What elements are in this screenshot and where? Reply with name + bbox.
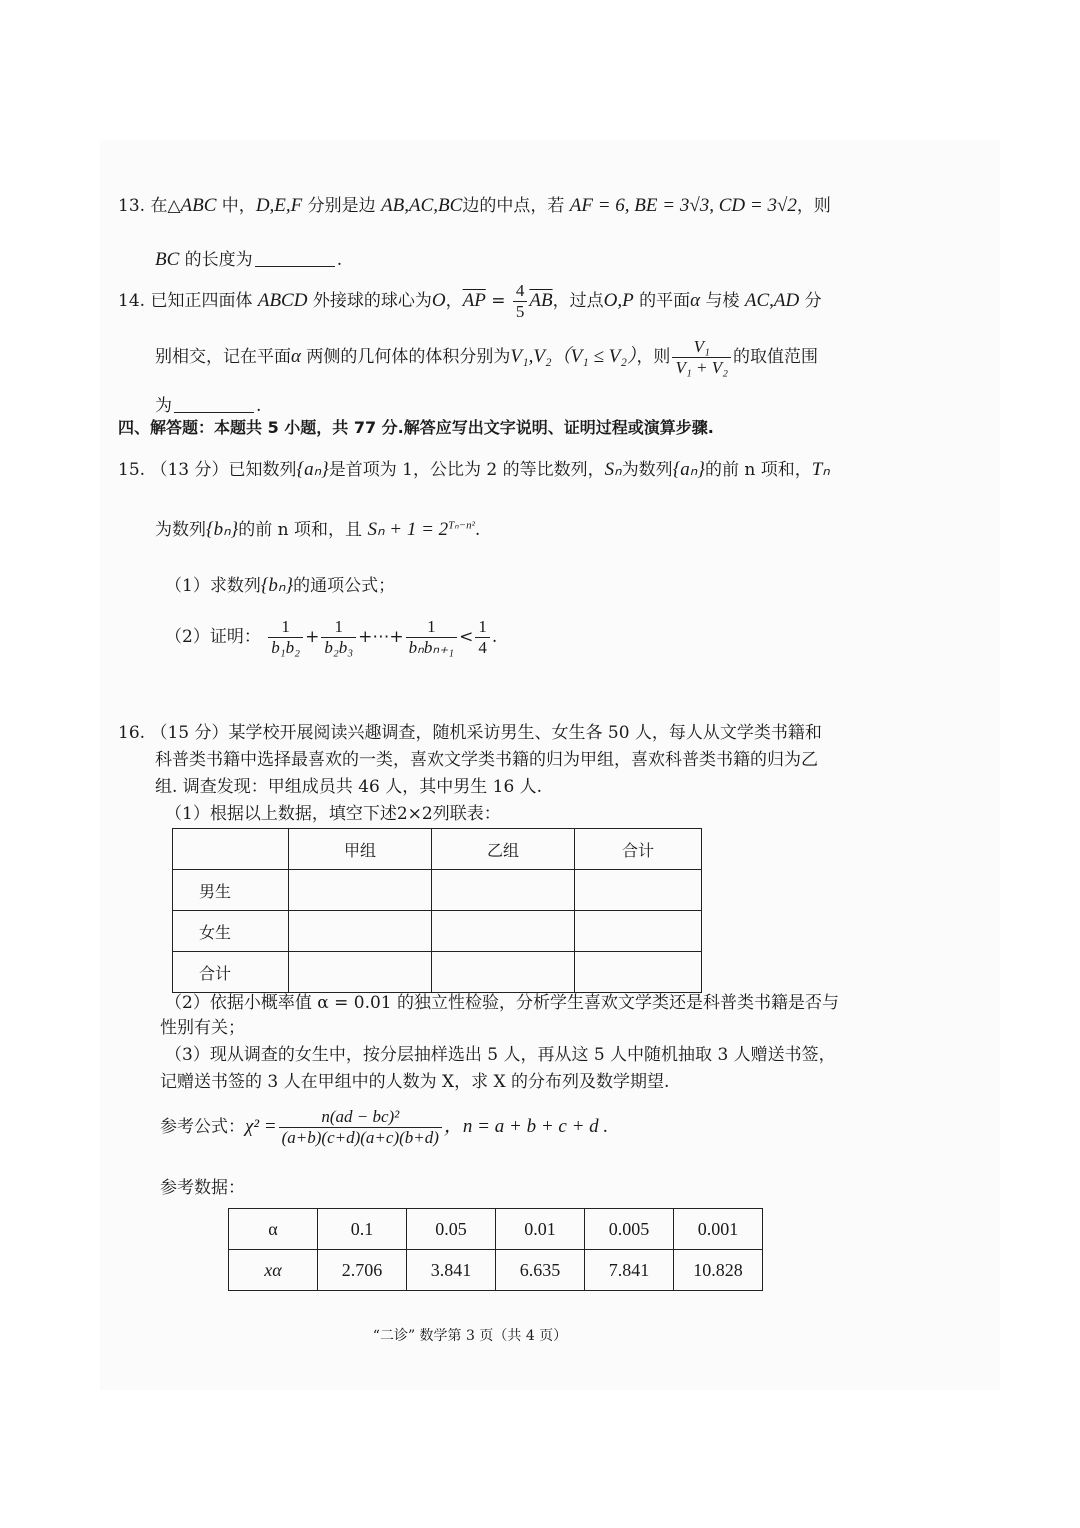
q14-math: α [690,290,701,312]
q13-text: 边的中点，若 [462,196,570,216]
q14-text: 为 [155,396,172,416]
question-15-line-2 [155,520,480,539]
chi-square: χ² = [245,1116,277,1138]
q15-math: Tₙ [811,459,830,480]
less-than: < [459,627,474,648]
row-label: xα [229,1250,318,1291]
table-cell[interactable] [432,952,575,993]
vector-ap: $\overline{AP}$ [462,290,486,312]
table-row [229,1250,763,1291]
row-label: 女生 [173,911,289,952]
fraction-term-1 [268,618,303,657]
denominator: (a+b)(c+d)(a+c)(b+d) [279,1127,442,1148]
q15-math: Sₙ [604,459,622,480]
reference-data-label: 参考数据： [160,1178,245,1198]
fraction-term-2 [321,618,356,657]
q13-text: 的长度为 [179,250,253,270]
numerator: 1 [478,617,487,636]
q14-text: 的平面 [633,291,691,312]
q15-text: 的前 n 项和，且 [238,520,368,540]
q13-math: ABC [180,195,217,216]
q14-math: AC,AD [744,290,800,312]
table-header [173,829,289,870]
formula-tail: ，n = a + b + c + d . [443,1116,609,1138]
q14-math: α [291,346,301,368]
table-cell: 0.001 [674,1209,763,1250]
q13-text: . [336,250,343,270]
question-16-part-2-line-2: 性别有关； [160,1018,245,1038]
denominator: 5 [513,301,528,322]
critical-value-table [228,1208,763,1291]
answer-blank[interactable] [255,250,335,267]
question-14-line-3 [155,396,261,415]
numerator: 4 [515,281,525,300]
table-row [173,870,702,911]
answer-blank[interactable] [174,396,254,413]
table-header-row [173,829,702,870]
question-16-part-2-line-1: （2）依据小概率值 α = 0.01 的独立性检验，分析学生喜欢文学类还是科普类书籍是否与 [165,993,840,1013]
q15-text: 的通项公式； [293,576,396,596]
table-cell[interactable] [575,952,702,993]
numerator: 1 [427,617,436,636]
fraction-4-5 [513,282,528,321]
denominator: V₁ + V₂ [672,357,731,378]
table-header: 合计 [575,829,702,870]
q14-text: 的取值范围 [733,347,818,368]
table-cell: 10.828 [674,1250,763,1291]
ellipsis: +⋯+ [358,627,404,648]
q14-text: 别相交，记在平面 [155,347,291,368]
table-row [173,911,702,952]
q13-math: AB,AC,BC [381,195,463,216]
q15-text: （1）求数列 [165,576,261,596]
q15-text: 15. （13 分）已知数列 [118,460,297,480]
question-13-line-2 [155,250,342,269]
table-cell[interactable] [289,952,432,993]
question-16-line-2: 科普类书籍中选择最喜欢的一类，喜欢文学类书籍的归为甲组，喜欢科普类书籍的归为乙 [155,750,818,770]
denominator: b₂b₃ [321,637,356,658]
reference-formula [160,1108,608,1147]
vector-ab: $\overline{AB}$ [529,290,553,312]
q13-text: 13. 在△ [118,196,181,216]
row-label: 合计 [173,952,289,993]
q15-text: . [474,520,481,540]
denominator: bₙbₙ₊₁ [406,637,457,658]
denominator: 4 [475,637,490,658]
q15-math: {bₙ} [206,519,239,540]
volume-ratio-fraction [672,338,731,377]
q14-math: O [431,290,446,312]
q14-text: ， [445,291,463,312]
table-cell[interactable] [432,870,575,911]
question-13-line-1 [118,196,831,215]
q13-text: 中， [216,196,256,216]
q15-math: {bₙ} [260,575,294,596]
table-cell[interactable] [575,911,702,952]
table-cell: 3.841 [407,1250,496,1291]
table-cell[interactable] [432,911,575,952]
table-row [173,952,702,993]
question-16-line-3: 组. 调查发现：甲组成员共 46 人，其中男生 16 人. [155,777,543,797]
q14-math: O,P [603,290,634,312]
q15-text: 的前 n 项和， [704,460,812,480]
q14-text: 分 [799,291,822,312]
q13-text: 分别是边 [302,196,382,216]
q14-condition: （V₁ ≤ V₂） [551,346,637,368]
question-15-part-1 [165,576,395,595]
table-cell: 0.1 [318,1209,407,1250]
question-16-part-3-line-2: 记赠送书签的 3 人在甲组中的人数为 X，求 X 的分布列及数学期望. [160,1072,670,1092]
table-cell: 0.005 [585,1209,674,1250]
table-cell: 7.841 [585,1250,674,1291]
q13-condition: AF = 6, BE = 3√3, CD = 3√2 [569,195,797,216]
contingency-table [172,828,702,993]
plus-sign: + [305,627,320,648]
q14-math: V₁,V₂ [510,346,552,368]
q14-math: ABCD [257,290,308,312]
fraction-term-n [406,618,457,657]
q15-math: {aₙ} [672,459,705,480]
numerator: V₁ [693,337,710,356]
question-14-line-2 [155,338,818,377]
table-cell: 0.05 [407,1209,496,1250]
q15-text: 是首项为 1，公比为 2 的等比数列， [328,460,605,480]
formula-label: 参考公式： [160,1117,245,1138]
row-label: 男生 [173,870,289,911]
table-cell[interactable] [289,870,432,911]
q15-math: {aₙ} [296,459,329,480]
question-14-line-1 [118,282,822,321]
chi-square-fraction [279,1108,442,1147]
q15-text: . [491,627,498,648]
question-16-part-3-line-1: （3）现从调查的女生中，按分层抽样选出 5 人，再从这 5 人中随机抽取 3 人赠送书签， [165,1045,836,1065]
page-footer: “二诊” 数学第 3 页（共 4 页） [372,1328,568,1344]
q14-text: 14. 已知正四面体 [118,291,258,312]
fraction-one-quarter [475,618,490,657]
q15-exponent: Tₙ−n² [448,519,475,532]
numerator: 1 [281,617,290,636]
q13-text: ，则 [796,196,831,216]
q14-text: . [256,396,262,416]
table-cell: 6.635 [496,1250,585,1291]
section-4-heading: 四、解答题：本题共 5 小题，共 77 分.解答应写出文字说明、证明过程或演算步骤. [118,418,714,437]
numerator: 1 [334,617,343,636]
question-16-part-1: （1）根据以上数据，填空下述2×2列联表： [165,804,501,824]
table-cell[interactable] [575,870,702,911]
denominator: b₁b₂ [268,637,303,658]
row-label: α [229,1209,318,1250]
table-cell[interactable] [289,911,432,952]
q15-text: （2）证明： [165,627,261,648]
table-header: 甲组 [289,829,432,870]
q13-math: D,E,F [255,195,303,216]
question-16-line-1: 16. （15 分）某学校开展阅读兴趣调查，随机采访男生、女生各 50 人，每人从文学类书籍和 [118,723,822,743]
table-row [229,1209,763,1250]
q14-text: ，则 [636,347,671,368]
q13-math: BC [155,249,180,270]
q14-text: = [485,291,511,312]
q14-text: 两侧的几何体的体积分别为 [300,347,511,368]
q14-text: ，过点 [552,291,604,312]
numerator: n(ad − bc)² [321,1107,400,1126]
table-header: 乙组 [432,829,575,870]
q15-equation: Sₙ + 1 = 2 [367,519,449,540]
q14-text: 外接球的球心为 [307,291,432,312]
question-15-part-2 [165,618,497,657]
table-cell: 2.706 [318,1250,407,1291]
question-15-line-1 [118,460,830,479]
q15-text: 为数列 [621,460,673,480]
q15-text: 为数列 [155,520,206,540]
table-cell: 0.01 [496,1209,585,1250]
q14-text: 与棱 [700,291,745,312]
